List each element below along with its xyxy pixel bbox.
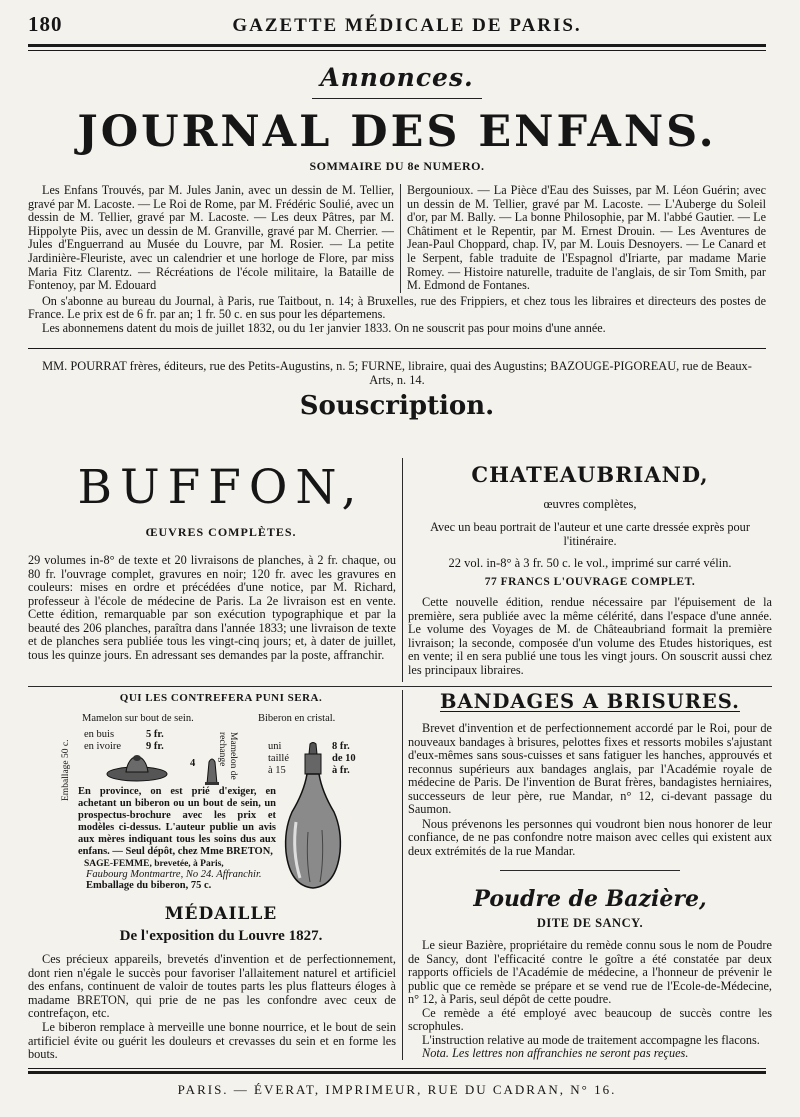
buffon-title: BUFFON, — [77, 460, 365, 515]
mamelon-rechange-label: Mamelon de rechange — [217, 732, 238, 780]
breton-address: Faubourg Montmartre, No 24. Affranchir. — [86, 869, 262, 880]
chateaubriand-text: Cette nouvelle édition, rendue nécessaire par l'épuisement de la première, sera publiée avec la même célérité, dans l'espace d'une année. Le volume des Voyages de M. de Châteaubriand formait la première livraison; la seconde, composée d'un volume des Etudes historiques, est en vente; il en sera publié une tous les vingt jours. On souscrit aussi chez les principaux libraires. — [408, 595, 772, 677]
breton-headline: QUI LES CONTREFERA PUNI SERA. — [119, 692, 323, 704]
breton-para-2: Le biberon remplace à merveille une bonne nourrice, et le bout de sein artificiel évite ou guérit les douleurs et crevasses du sein et en forme les bouts. — [28, 1020, 396, 1061]
buis-label: en buis — [84, 729, 115, 740]
taille-label: taillé — [268, 753, 289, 764]
emballage-side-label: Emballage 50 c. — [61, 739, 71, 801]
journal-contents-right: Bergounioux. — La Pièce d'Eau des Suisses, par M. Léon Guérin; avec un dessin de M. Tellier, gravé par M. Lacoste. — L'Auberge du Soleil d'or, par M. Bally. — La bonne Philosophie, par M. l'abbé Gautier. — Le Châtiment et le Repentir, par M. Ernest Drouin. — Les Aventures de Jean-Paul Choppard, chap. IV, par M. Louis Desnoyers. — Le Canard et le Serpent, fable traduite de l'Espagnol d'Iriarte, par madame Marie Romey. — Histoire naturelle, traduite de l'anglais, de sir Tom Smith, par M. Edmond de Fontanes. — [400, 184, 766, 293]
medaille-heading: MÉDAILLE — [164, 904, 278, 924]
journal-sommaire: SOMMAIRE DU 8e NUMERO. — [309, 159, 485, 173]
price-10: de 10 — [332, 753, 356, 764]
section-rule — [28, 348, 766, 349]
short-rule-right — [500, 870, 680, 871]
journal-subscription-text: On s'abonne au bureau du Journal, à Paris, rue Taitbout, n. 14; à Bruxelles, rue des Frippiers, et chez tous les libraires et directeurs des postes de France. Le prix est de 6 fr. par an; 1 fr. 50 c. en sus pour les départemens. — [28, 293, 766, 322]
page-header — [28, 12, 766, 42]
journal-contents — [28, 184, 766, 293]
breton-sage: SAGE-FEMME, brevetée, à Paris, — [84, 859, 224, 869]
mamelon-label: Mamelon sur bout de sein. — [82, 713, 194, 724]
chateaubriand-volumes: 22 vol. in-8° à 3 fr. 50 c. le vol., imprimé sur carré vélin. — [448, 556, 732, 570]
replacement-teat-icon — [202, 754, 222, 786]
biberon-label: Biberon en cristal. — [258, 713, 336, 724]
ivoire-label: en ivoire — [84, 741, 122, 752]
bandages-ad — [408, 690, 772, 858]
price-5: 5 fr. — [146, 729, 164, 740]
annonces-heading: Annonces. — [320, 63, 474, 92]
gazette-title: GAZETTE MÉDICALE DE PARIS. — [232, 15, 582, 36]
footer-imprint: PARIS. — ÉVERAT, IMPRIMEUR, RUE DU CADRAN, N° 16. — [177, 1082, 617, 1097]
breton-para-1: Ces précieux appareils, brevetés d'invention et de perfectionnement, dont rien n'égale le succès pour favoriser l'allaitement naturel et artificiel des enfans, continuent de valoir de toutes parts les plus flatteurs éloges à madame BRETON, qui prie de ne pas les confondre avec ceux de contrefaçon, etc. — [28, 952, 396, 1020]
chateaubriand-ad — [408, 462, 772, 677]
chateaubriand-price: 77 FRANCS L'OUVRAGE COMPLET. — [484, 576, 696, 588]
breton-text: En province, on est prié d'exiger, en achetant un biberon ou un bout de sein, un prospectus-brochure avec les prix et modèles ci-dessus. L'auteur publie un avis aux mères indiquant tous les soins dus aux enfans. — Seul dépôt, chez Mme BRETON, — [78, 786, 276, 857]
price-8: 8 fr. — [332, 741, 350, 752]
uni-label: uni — [268, 741, 282, 752]
journal-dates-text: Les abonnemens datent du mois de juillet 1832, ou du 1er janvier 1833. On ne souscrit pas pour moins d'une année. — [42, 320, 606, 335]
poudre-para-1: Le sieur Bazière, propriétaire du remède connu sous le nom de Poudre de Sancy, dont l'efficacité contre le goître a été constatée par deux rapports officiels de l'Académie de médecine, a l'honneur de prévenir le public que ce remède se prépare et se vend rue de l'Ecole-de-Médecine, n° 12, à Paris, seul dépôt de cette poudre. — [408, 938, 772, 1006]
price-9: 9 fr. — [146, 741, 164, 752]
chateaubriand-subtitle: œuvres complètes, — [543, 497, 637, 511]
chateaubriand-title: CHATEAUBRIAND, — [471, 462, 709, 487]
chateaubriand-portrait: Avec un beau portrait de l'auteur et une carte dressée exprès pour l'itinéraire. — [430, 520, 750, 548]
column-divider-2 — [402, 690, 403, 1060]
poudre-ad — [408, 886, 772, 1061]
header-double-rule — [28, 44, 766, 51]
page-footer — [28, 1068, 766, 1098]
nipple-shield-icon — [104, 752, 170, 782]
journal-title: JOURNAL DES ENFANS. — [77, 107, 717, 157]
editors-line: MM. POURRAT frères, éditeurs, rue des Petits-Augustins, n. 5; FURNE, libraire, quai des Augustins; BAZOUGE-PIGOREAU, rue de Beaux-Arts, n. 14. — [42, 358, 752, 387]
footer-double-rule — [28, 1068, 766, 1074]
bandages-title: BANDAGES A BRISURES. — [440, 690, 740, 713]
exposition-heading: De l'exposition du Louvre 1827. — [119, 928, 323, 944]
annonces-rule — [312, 98, 482, 99]
buffon-subtitle: ŒUVRES COMPLÈTES. — [145, 525, 297, 539]
journal-contents-left: Les Enfans Trouvés, par M. Jules Janin, avec un dessin de M. Tellier, gravé par M. Lacoste. — Le Roi de Rome, par M. Frédéric Soulié, avec un dessin de M. Tellier, gravé par M. Lacoste. — Les deux Pâtres, par M. Hippolyte Piis, avec un dessin de M. Granville, gravé par M. Cherrier. — Jules d'Enguerrand au Musée du Louvre, par M. Rosier. — La petite Jardinière-Fleuriste, avec un calendrier et une horloge de Flore, par miss Maria Fitz Clarentz. — Récréations de l'école militaire, la Bataille de Fontenoy, par M. Edouard — [28, 183, 394, 293]
breton-emballage: Emballage du biberon, 75 c. — [86, 880, 212, 891]
poudre-title: Poudre de Bazière, — [473, 886, 707, 912]
bandages-para-1: Brevet d'invention et de perfectionnement accordé par le Roi, pour de nouveaux bandages à brisures, pelottes fixes et ressorts mobiles s'ajustant d'eux-mêmes sans sous-cuisses et sans fatiguer les hanches, approuvés et reconnus supérieurs aux bandages anglais, par l'Académie royale de médecine de Paris. De l'invention de Burat frères, bandagistes herniaires, successeurs de leur père, rue Mandar, n° 12, ci-devant passage du Saumon. — [408, 721, 772, 816]
section-rule-2 — [28, 686, 772, 687]
buffon-ad — [46, 460, 396, 540]
buffon-text: 29 volumes in-8° de texte et 20 livraisons de planches, à 2 fr. chaque, ou 80 fr. l'ouvrage complet, gravures en noir; 120 fr. avec les gravures en couleurs: mises en ordre et précédées d'une notice, par M. Richard, professeur à l'école de médecine de Paris. La 2e livraison est en vente. Cette édition, remarquable par son exécution typographique et par la beauté des 206 planches, paraîtra dans l'année 1833; une livraison de texte et de planches sera publiée tous les vingt-cinq jours; et, à dater de juillet, tous les quinze jours. En adressant ses demandes par la poste, affranchir. — [28, 553, 396, 662]
poudre-nota: Nota. Les lettres non affranchies ne seront pas reçues. — [422, 1046, 689, 1060]
page-number: 180 — [28, 12, 63, 36]
breton-ad — [46, 692, 396, 704]
poudre-para-3: L'instruction relative au mode de traitement accompagne les flacons. — [422, 1032, 760, 1047]
poudre-dite: DITE DE SANCY. — [536, 916, 644, 930]
souscription-heading: Souscription. — [299, 390, 495, 421]
column-divider — [402, 458, 403, 682]
bandages-para-2: Nous prévenons les personnes qui voudront bien nous honorer de leur confiance, de ne pas confondre notre maison avec celles qui existent aux deux extrémités de la rue Mandar. — [408, 816, 772, 858]
poudre-para-2: Ce remède a été employé avec beaucoup de succès contre les scrophules. — [408, 1005, 772, 1033]
baby-bottle-icon — [282, 742, 344, 892]
num-4: 4 — [190, 758, 196, 769]
a15-label: à 15 — [268, 765, 286, 776]
price-fr: à fr. — [332, 765, 350, 776]
